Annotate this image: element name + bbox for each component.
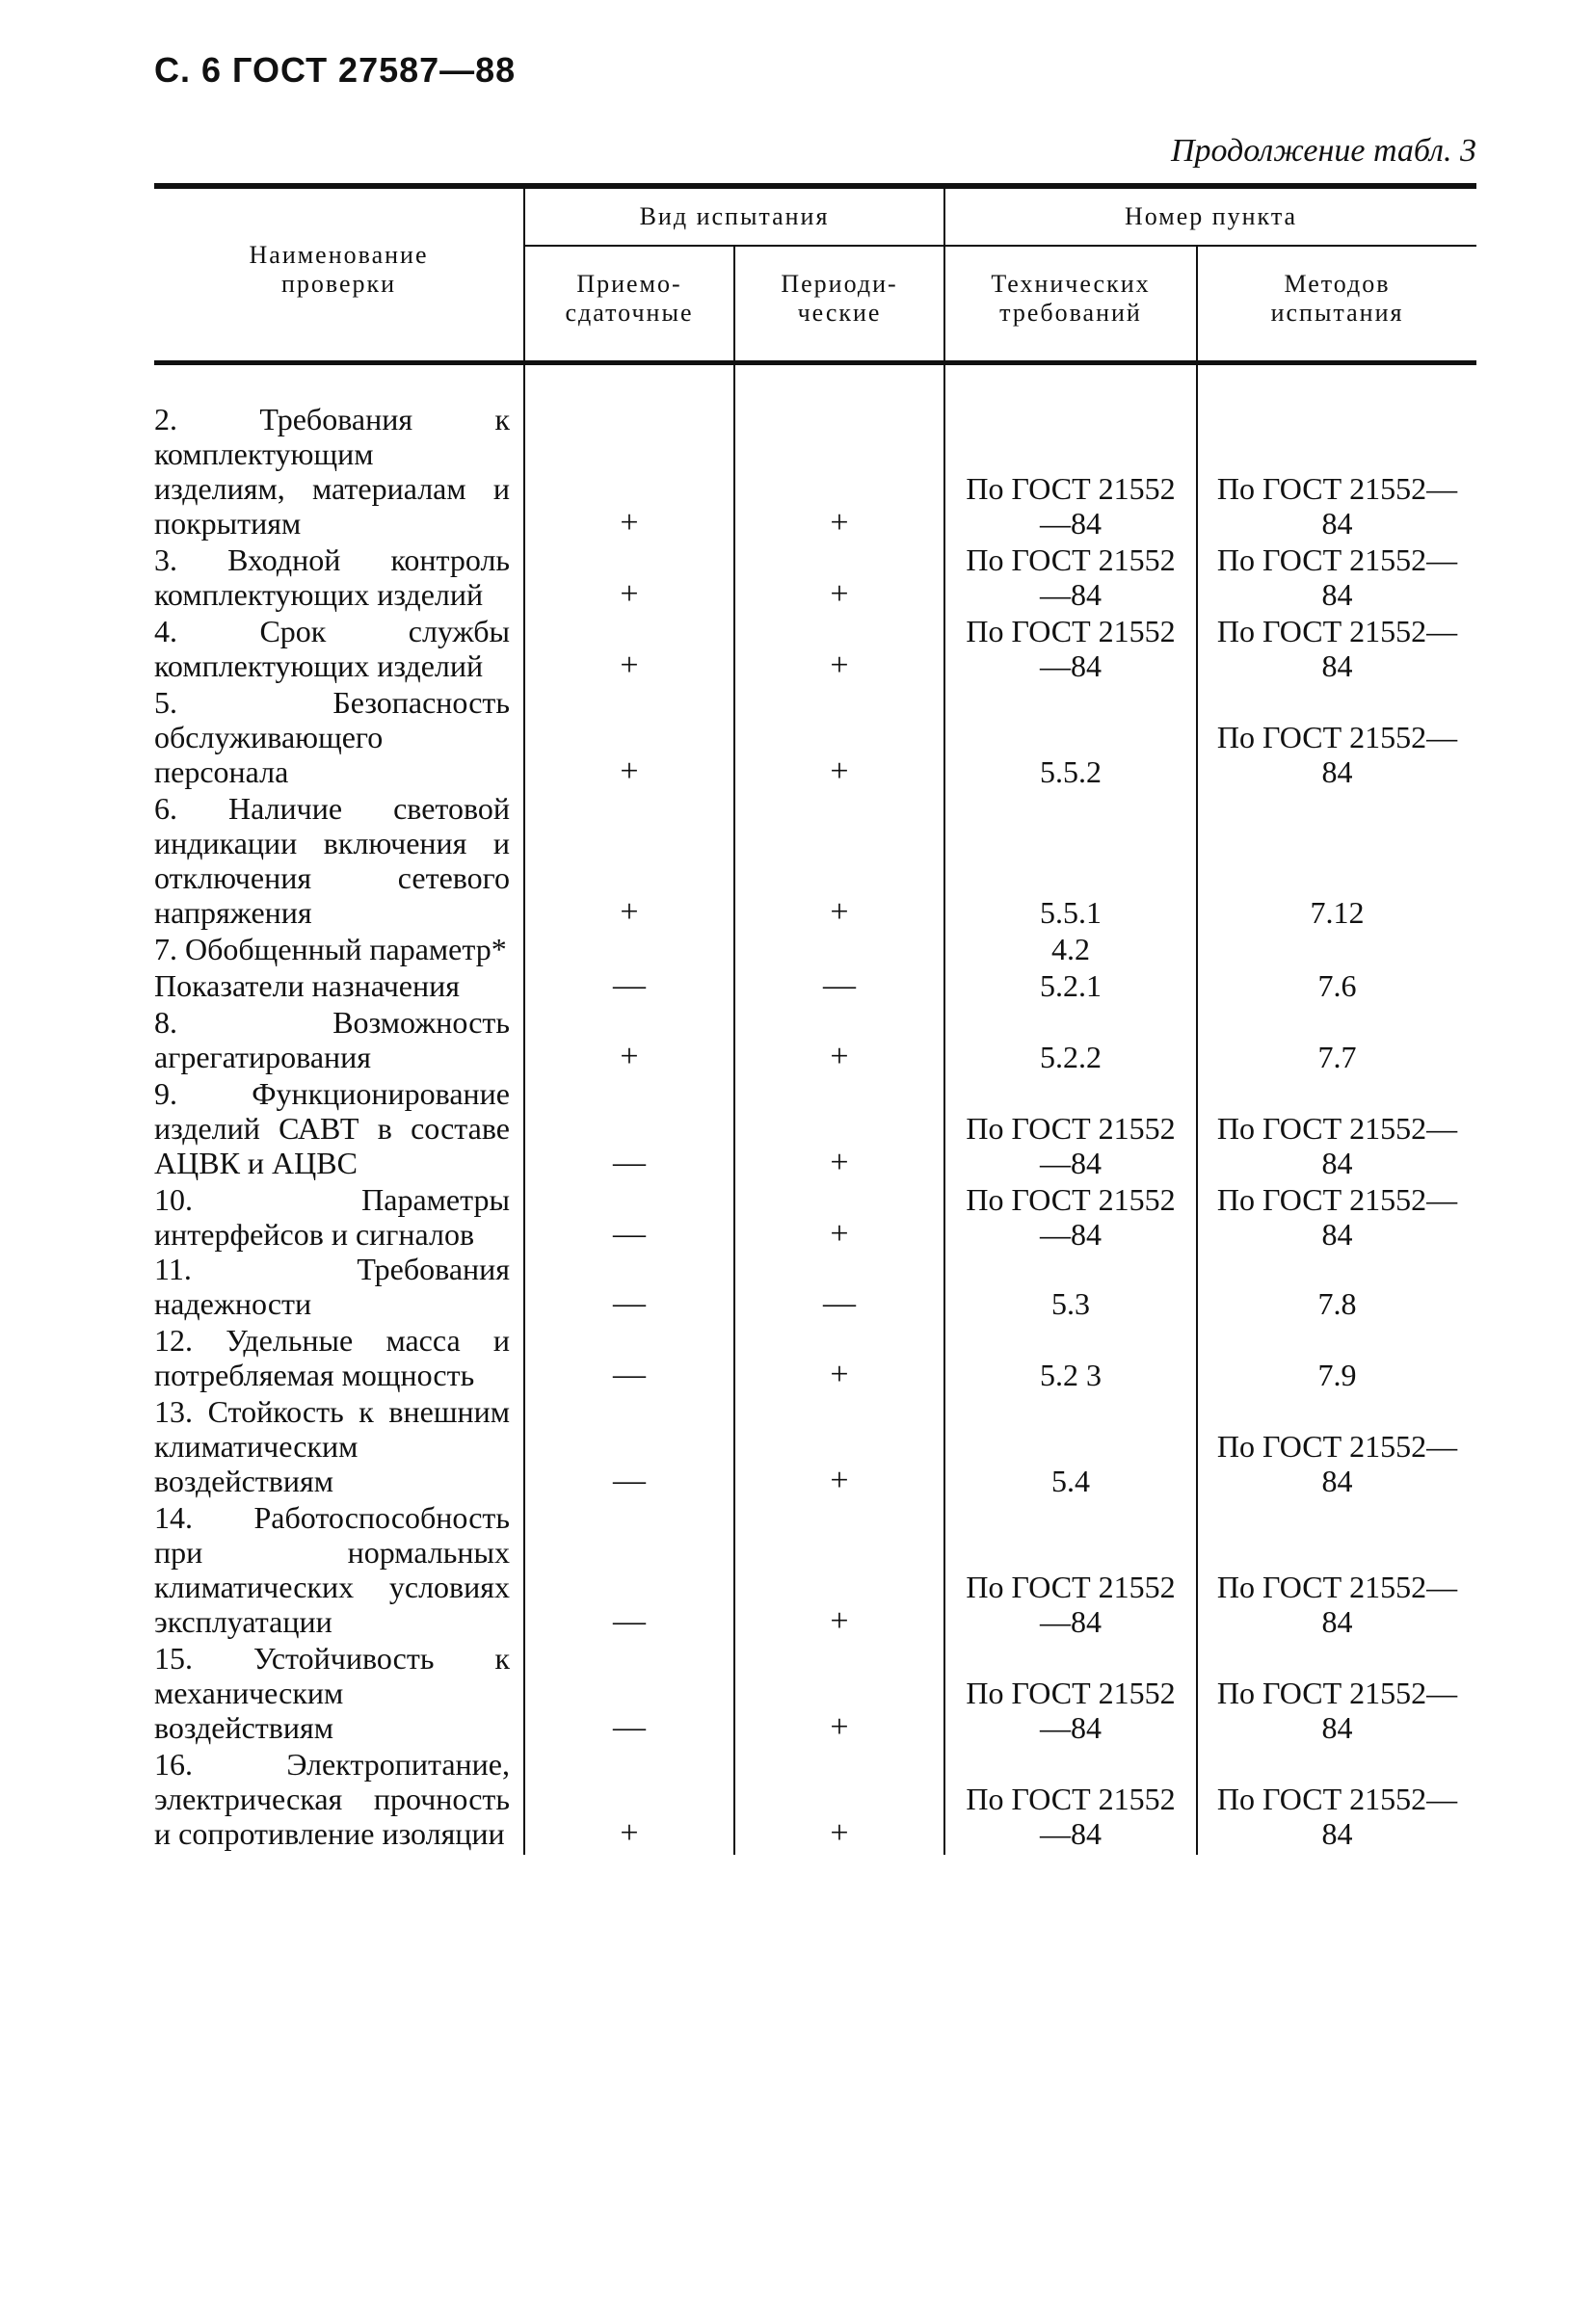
test-methods-cell: По ГОСТ 21552—84 xyxy=(1197,402,1476,542)
test-methods-cell: 7.12 xyxy=(1197,791,1476,932)
check-name-cell: 15. Устойчивость к механическим воздействиям xyxy=(154,1641,510,1745)
test-methods-cell: По ГОСТ 21552—84 xyxy=(1197,685,1476,791)
table-row xyxy=(154,1252,1476,1323)
page-header: С. 6 ГОСТ 27587—88 xyxy=(154,50,517,90)
acceptance-cell: + xyxy=(524,1747,734,1855)
acceptance-cell: — xyxy=(524,1641,734,1747)
table-row xyxy=(154,685,1476,791)
test-methods-cell: По ГОСТ 21552—84 xyxy=(1197,1500,1476,1641)
check-name-cell: 10. Параметры интерфейсов и сигналов xyxy=(154,1182,510,1252)
check-name-cell: 2. Требования к комплектующим изделиям, материалам и покрытиям xyxy=(154,402,510,541)
tech-req-cell: По ГОСТ 21552—84 xyxy=(944,542,1197,614)
test-methods-cell: 7.9 xyxy=(1197,1323,1476,1394)
col-header-name: Наименование проверки xyxy=(249,241,429,298)
check-name-cell: 9. Функционирование изделий САВТ в составе АЦВК и АЦВС xyxy=(154,1076,510,1180)
table-row xyxy=(154,1641,1476,1747)
test-methods-cell: По ГОСТ 21552—84 xyxy=(1197,542,1476,614)
periodic-cell: + xyxy=(734,1076,944,1182)
periodic-cell: — xyxy=(734,968,944,1005)
tech-req-cell: 5.5.1 xyxy=(944,791,1197,932)
tech-req-cell: По ГОСТ 21552—84 xyxy=(944,1500,1197,1641)
table-body xyxy=(154,363,1476,1856)
tech-req-cell: По ГОСТ 21552—84 xyxy=(944,1182,1197,1252)
tech-req-cell: 5.2 3 xyxy=(944,1323,1197,1394)
table-row xyxy=(154,1323,1476,1394)
test-methods-cell: 7.7 xyxy=(1197,1005,1476,1076)
check-name-cell: 8. Возможность агрегатирования xyxy=(154,1005,510,1074)
test-methods-cell: По ГОСТ 21552—84 xyxy=(1197,614,1476,685)
check-name-cell: 11. Требования надежности xyxy=(154,1252,510,1321)
test-methods-cell: По ГОСТ 21552—84 xyxy=(1197,1182,1476,1252)
col-header-test-methods: Методов испытания xyxy=(1197,246,1476,351)
periodic-cell: + xyxy=(734,1005,944,1076)
check-name-cell: 5. Безопасность обслуживающего персонала xyxy=(154,685,510,789)
acceptance-cell: + xyxy=(524,685,734,791)
periodic-cell xyxy=(734,932,944,968)
tech-req-cell: 5.5.2 xyxy=(944,685,1197,791)
tech-req-cell: 5.2.2 xyxy=(944,1005,1197,1076)
periodic-cell: + xyxy=(734,1323,944,1394)
periodic-cell: + xyxy=(734,1182,944,1252)
acceptance-cell: — xyxy=(524,1252,734,1323)
table-row xyxy=(154,932,1476,968)
tech-req-cell: По ГОСТ 21552—84 xyxy=(944,1076,1197,1182)
periodic-cell: + xyxy=(734,1747,944,1855)
acceptance-cell: — xyxy=(524,1323,734,1394)
acceptance-cell: — xyxy=(524,968,734,1005)
inspection-table xyxy=(154,183,1476,1855)
acceptance-cell: + xyxy=(524,791,734,932)
test-methods-cell: По ГОСТ 21552—84 xyxy=(1197,1394,1476,1500)
test-methods-cell xyxy=(1197,932,1476,968)
check-name-cell: 4. Срок службы комплектующих изделий xyxy=(154,614,510,683)
check-name-cell: 16. Электропитание, электрическая прочность и сопротивление изоляции xyxy=(154,1747,510,1851)
test-methods-cell: По ГОСТ 21552—84 xyxy=(1197,1747,1476,1855)
test-methods-cell: 7.8 xyxy=(1197,1252,1476,1323)
test-methods-cell: По ГОСТ 21552—84 xyxy=(1197,1641,1476,1747)
periodic-cell: + xyxy=(734,402,944,542)
table-row xyxy=(154,968,1476,1005)
acceptance-cell: — xyxy=(524,1394,734,1500)
periodic-cell: + xyxy=(734,1641,944,1747)
table-continuation-label: Продолжение табл. 3 xyxy=(1170,133,1476,169)
table-row xyxy=(154,1076,1476,1182)
acceptance-cell: — xyxy=(524,1182,734,1252)
table-row xyxy=(154,402,1476,542)
check-name-cell: 7. Обобщенный параметр* xyxy=(154,932,507,966)
check-name-cell: 12. Удельные масса и потребляемая мощность xyxy=(154,1323,510,1392)
tech-req-cell: По ГОСТ 21552—84 xyxy=(944,1641,1197,1747)
col-header-acceptance: Приемо-сдаточные xyxy=(524,246,734,351)
col-group-clause-number: Номер пункта xyxy=(944,189,1476,246)
check-name-cell: Показатели назначения xyxy=(154,968,460,1003)
table-row xyxy=(154,614,1476,685)
tech-req-cell: По ГОСТ 21552—84 xyxy=(944,614,1197,685)
periodic-cell: + xyxy=(734,685,944,791)
tech-req-cell: 4.2 xyxy=(944,932,1197,968)
acceptance-cell xyxy=(524,932,734,968)
periodic-cell: + xyxy=(734,1394,944,1500)
acceptance-cell: — xyxy=(524,1500,734,1641)
check-name-cell: 6. Наличие световой индикации включения и отключения сетевого напряжения xyxy=(154,791,510,930)
table-row xyxy=(154,791,1476,932)
tech-req-cell: 5.2.1 xyxy=(944,968,1197,1005)
table-row xyxy=(154,1394,1476,1500)
tech-req-cell: 5.3 xyxy=(944,1252,1197,1323)
tech-req-cell: 5.4 xyxy=(944,1394,1197,1500)
periodic-cell: + xyxy=(734,542,944,614)
acceptance-cell: + xyxy=(524,402,734,542)
col-group-test-type: Вид испытания xyxy=(524,189,944,246)
table-row xyxy=(154,1005,1476,1076)
tech-req-cell: По ГОСТ 21552—84 xyxy=(944,1747,1197,1855)
test-methods-cell: По ГОСТ 21552—84 xyxy=(1197,1076,1476,1182)
table-row xyxy=(154,542,1476,614)
tech-req-cell: По ГОСТ 21552—84 xyxy=(944,402,1197,542)
test-methods-cell: 7.6 xyxy=(1197,968,1476,1005)
periodic-cell: + xyxy=(734,614,944,685)
periodic-cell: + xyxy=(734,791,944,932)
check-name-cell: 3. Входной контроль комплектующих изделий xyxy=(154,542,510,612)
periodic-cell: — xyxy=(734,1252,944,1323)
acceptance-cell: + xyxy=(524,542,734,614)
check-name-cell: 14. Работоспособность при нормальных климатических условиях эксплуатации xyxy=(154,1500,510,1639)
table-row xyxy=(154,1500,1476,1641)
col-header-tech-req: Технических требований xyxy=(944,246,1197,351)
col-header-periodic: Периоди-ческие xyxy=(734,246,944,351)
acceptance-cell: — xyxy=(524,1076,734,1182)
periodic-cell: + xyxy=(734,1500,944,1641)
table-row xyxy=(154,1747,1476,1855)
acceptance-cell: + xyxy=(524,1005,734,1076)
acceptance-cell: + xyxy=(524,614,734,685)
table-row xyxy=(154,1182,1476,1252)
check-name-cell: 13. Стойкость к внешним климатическим воздействиям xyxy=(154,1394,510,1498)
